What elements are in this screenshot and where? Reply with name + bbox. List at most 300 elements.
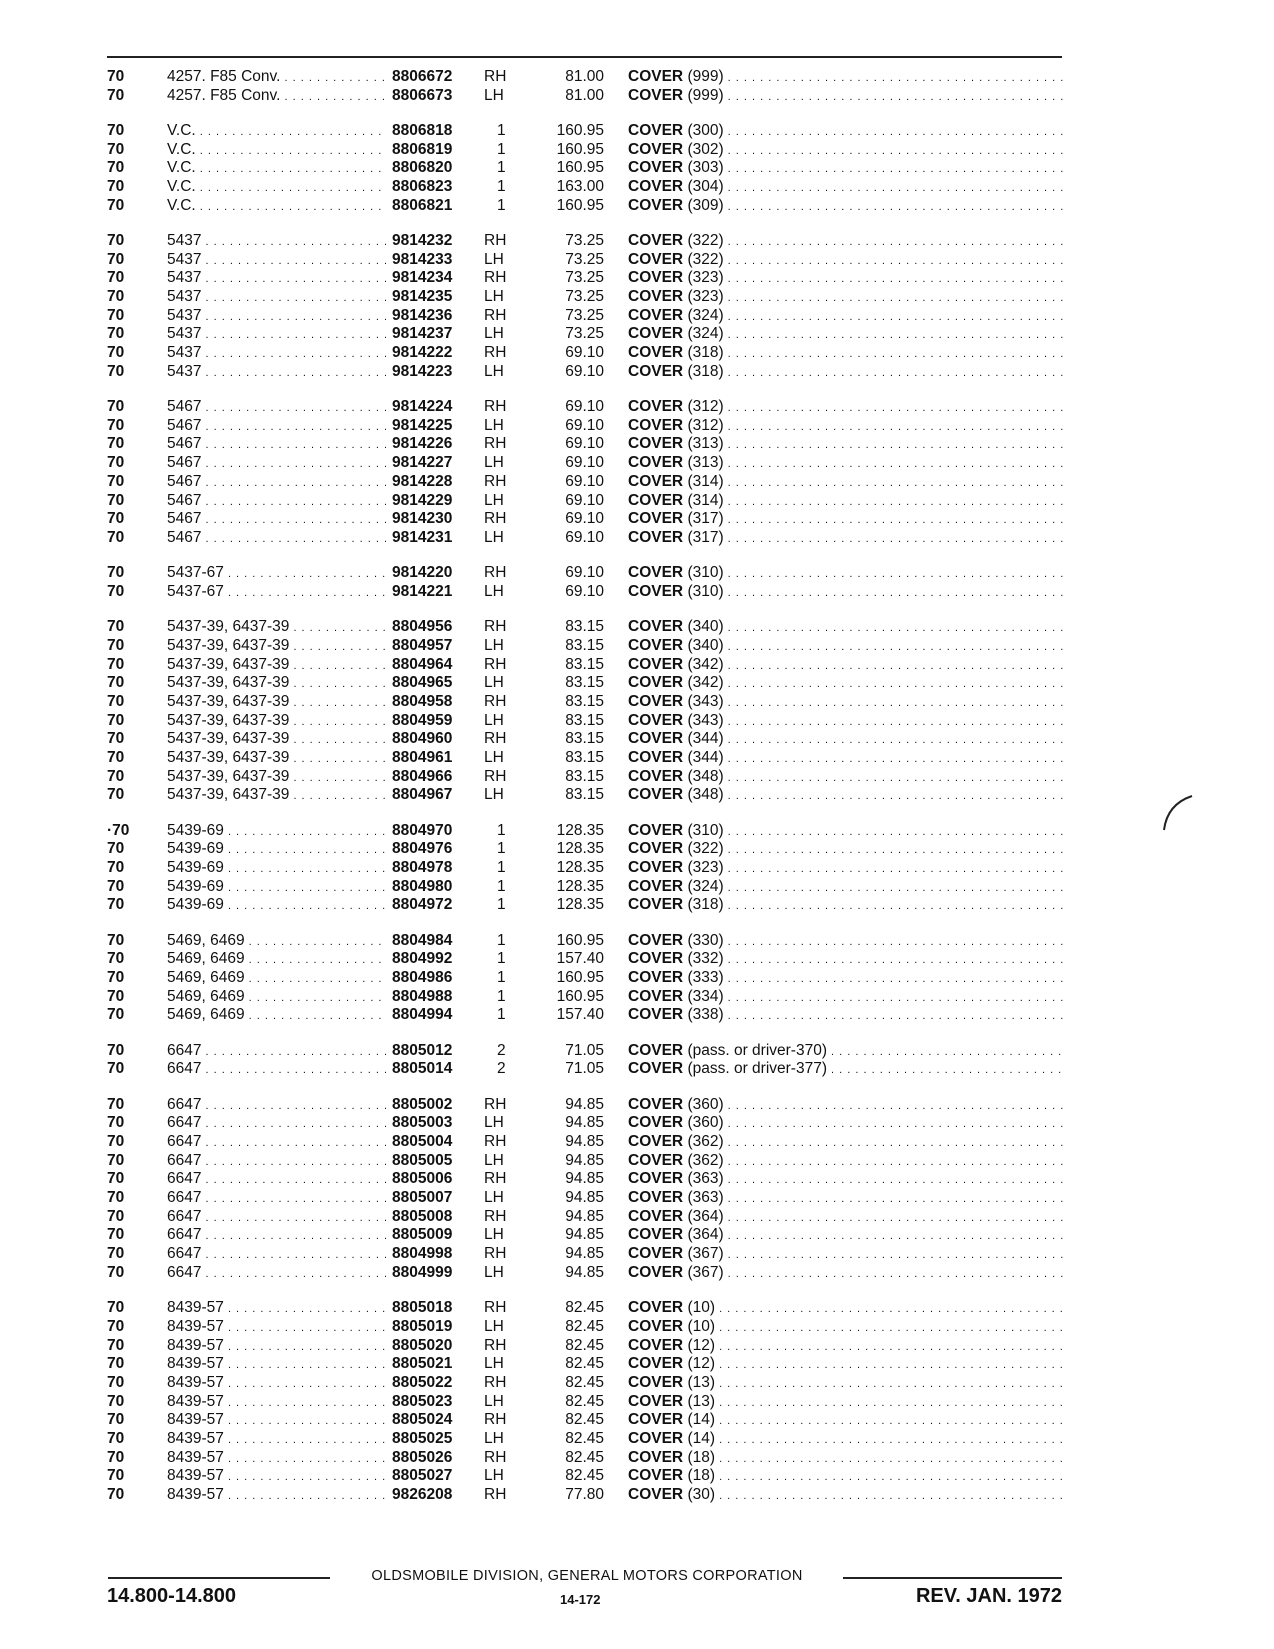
- side-or-quantity: 1: [497, 840, 506, 858]
- side-or-quantity: RH: [484, 1170, 507, 1188]
- part-number: 8804999: [392, 1263, 453, 1281]
- description-label: COVER: [628, 1411, 684, 1429]
- part-number: 9814231: [392, 528, 453, 546]
- description: [628, 1096, 1063, 1116]
- part-number: 9814225: [392, 416, 453, 434]
- description-label: COVER: [628, 1207, 684, 1225]
- model-year: 70: [107, 786, 125, 804]
- body-style: 8439-57 . . .: [167, 1337, 386, 1357]
- side-or-quantity: LH: [484, 1355, 504, 1373]
- description-detail: (318): [687, 896, 724, 914]
- description: [628, 932, 1063, 952]
- description: [628, 307, 1063, 327]
- model-year: 70: [107, 987, 125, 1005]
- description: [628, 1264, 1063, 1284]
- part-number: 9826208: [392, 1486, 453, 1503]
- side-or-quantity: LH: [484, 636, 504, 654]
- model-year: 70: [107, 269, 125, 287]
- description-detail: (314): [687, 472, 724, 490]
- description: [628, 68, 1063, 88]
- description: [628, 859, 1063, 879]
- description-detail: (340): [687, 636, 724, 654]
- description-label: COVER: [628, 1041, 684, 1059]
- price: 69.10: [565, 510, 604, 528]
- body-style: 5437 . . .: [167, 288, 386, 308]
- body-style: 5437 . . .: [167, 269, 386, 289]
- description-label: COVER: [628, 1133, 684, 1151]
- part-number: 9814221: [392, 582, 453, 600]
- price: 69.10: [565, 362, 604, 380]
- group-spacer: [0, 548, 1274, 565]
- list-item: [0, 712, 1274, 731]
- list-item: [0, 656, 1274, 675]
- part-number: 8805021: [392, 1355, 453, 1373]
- description: [628, 159, 1063, 179]
- side-or-quantity: LH: [484, 491, 504, 509]
- top-rule: [107, 56, 1062, 58]
- part-number: 8805019: [392, 1317, 453, 1335]
- part-number: 8804967: [392, 786, 453, 804]
- description-detail: (342): [687, 655, 724, 673]
- description: [628, 1299, 1063, 1319]
- body-style: 5437 . . .: [167, 232, 386, 252]
- price: 163.00: [556, 178, 604, 196]
- body-style: 5467 . . .: [167, 473, 386, 493]
- side-or-quantity: LH: [484, 1467, 504, 1485]
- description-detail: (362): [687, 1133, 724, 1151]
- price: 71.05: [565, 1060, 604, 1078]
- part-number: 8804960: [392, 730, 453, 748]
- part-number: 8805014: [392, 1060, 453, 1078]
- list-item: [0, 363, 1274, 382]
- body-style: 8439-57 . . .: [167, 1393, 386, 1413]
- list-item: [0, 251, 1274, 270]
- description-detail: (324): [687, 877, 724, 895]
- part-number: 9814227: [392, 454, 453, 472]
- group-spacer: [0, 602, 1274, 619]
- price: 83.15: [565, 674, 604, 692]
- price: 128.35: [556, 877, 604, 895]
- side-or-quantity: LH: [484, 1317, 504, 1335]
- body-style: 5437 . . .: [167, 363, 386, 383]
- side-or-quantity: RH: [484, 1448, 507, 1466]
- side-or-quantity: LH: [484, 288, 504, 306]
- list-item: [0, 344, 1274, 363]
- description: [628, 417, 1063, 437]
- price: 81.00: [565, 68, 604, 85]
- description: [628, 1189, 1063, 1209]
- description-label: COVER: [628, 1226, 684, 1244]
- description-detail: (334): [687, 987, 724, 1005]
- part-number: 8805027: [392, 1467, 453, 1485]
- list-item: [0, 288, 1274, 307]
- model-year: 70: [107, 1355, 125, 1373]
- footer-page-number: 14-172: [560, 1592, 601, 1607]
- model-year: 70: [107, 1245, 125, 1263]
- model-year: 70: [107, 1336, 125, 1354]
- group-spacer: [0, 1079, 1274, 1096]
- model-year: 70: [107, 969, 125, 987]
- description-detail: (310): [687, 821, 724, 839]
- body-style: 5437-39, 6437-39 . . .: [167, 637, 386, 657]
- body-style: V.C. . . .: [167, 159, 386, 179]
- price: 94.85: [565, 1170, 604, 1188]
- description-label: COVER: [628, 1336, 684, 1354]
- description-label: COVER: [628, 618, 684, 636]
- list-item: [0, 1152, 1274, 1171]
- body-style: 5439-69 . . .: [167, 896, 386, 916]
- part-number: 8805012: [392, 1041, 453, 1059]
- description: [628, 1006, 1063, 1026]
- group-spacer: [0, 915, 1274, 932]
- model-year: 70: [107, 931, 125, 949]
- list-item: [0, 510, 1274, 529]
- price: 94.85: [565, 1151, 604, 1169]
- description: [628, 656, 1063, 676]
- body-style: 5437-39, 6437-39 . . .: [167, 656, 386, 676]
- description-detail: (12): [687, 1355, 716, 1373]
- body-style: 6647 . . .: [167, 1042, 386, 1062]
- description-detail: (322): [687, 232, 724, 249]
- description-detail: (364): [687, 1226, 724, 1244]
- body-style: 4257. F85 Conv. . . .: [167, 68, 386, 88]
- description: [628, 1114, 1063, 1134]
- side-or-quantity: RH: [484, 472, 507, 490]
- body-style: 8439-57 . . .: [167, 1318, 386, 1338]
- description-label: COVER: [628, 510, 684, 528]
- description-detail: (364): [687, 1207, 724, 1225]
- description-label: COVER: [628, 416, 684, 434]
- description: [628, 178, 1063, 198]
- description-detail: (313): [687, 435, 724, 453]
- description-label: COVER: [628, 454, 684, 472]
- side-or-quantity: RH: [484, 564, 507, 582]
- description-label: COVER: [628, 1373, 684, 1391]
- description-detail: (338): [687, 1006, 724, 1024]
- description: [628, 87, 1063, 107]
- list-item: [0, 1430, 1274, 1449]
- description-label: COVER: [628, 1299, 684, 1317]
- list-item: [0, 492, 1274, 511]
- side-or-quantity: RH: [484, 306, 507, 324]
- description-detail: (342): [687, 674, 724, 692]
- side-or-quantity: 1: [497, 859, 506, 876]
- description-label: COVER: [628, 711, 684, 729]
- part-number: 8806818: [392, 121, 453, 139]
- model-year: 70: [107, 692, 125, 710]
- description-label: COVER: [628, 1245, 684, 1263]
- price: 82.45: [565, 1429, 604, 1447]
- list-item: [0, 1133, 1274, 1152]
- description-label: COVER: [628, 655, 684, 673]
- description-detail: (322): [687, 840, 724, 858]
- list-item: [0, 1374, 1274, 1393]
- description: [628, 583, 1063, 603]
- description-detail: (333): [687, 969, 724, 987]
- description-label: COVER: [628, 1263, 684, 1281]
- side-or-quantity: 1: [497, 178, 506, 196]
- model-year: 70: [107, 1151, 125, 1169]
- description-detail: (302): [687, 140, 724, 158]
- description-detail: (317): [687, 528, 724, 546]
- list-item: [0, 1208, 1274, 1227]
- part-number: 8805023: [392, 1392, 453, 1410]
- price: 82.45: [565, 1355, 604, 1373]
- model-year: 70: [107, 655, 125, 673]
- description: [628, 1430, 1063, 1450]
- price: 71.05: [565, 1041, 604, 1059]
- body-style: 5437-39, 6437-39 . . .: [167, 786, 386, 806]
- description-detail: (344): [687, 730, 724, 748]
- body-style: 6647 . . .: [167, 1096, 386, 1116]
- list-item: [0, 1042, 1274, 1061]
- description-label: COVER: [628, 121, 684, 139]
- body-style: 5437 . . .: [167, 344, 386, 364]
- list-item: [0, 1189, 1274, 1208]
- body-style: 5437-39, 6437-39 . . .: [167, 618, 386, 638]
- list-item: [0, 232, 1274, 251]
- list-item: [0, 1245, 1274, 1264]
- model-year: 70: [107, 636, 125, 654]
- side-or-quantity: RH: [484, 510, 507, 528]
- part-number: 9814234: [392, 269, 453, 287]
- list-item: [0, 859, 1274, 878]
- list-item: [0, 87, 1274, 106]
- description-detail: (348): [687, 786, 724, 804]
- model-year: 70: [107, 564, 125, 582]
- part-number: 8805002: [392, 1095, 453, 1113]
- description-detail: (312): [687, 416, 724, 434]
- description-label: COVER: [628, 636, 684, 654]
- list-item: [0, 1318, 1274, 1337]
- price: 83.15: [565, 730, 604, 748]
- body-style: 5437-39, 6437-39 . . .: [167, 730, 386, 750]
- description-detail: (13): [687, 1373, 716, 1391]
- description: [628, 1467, 1063, 1487]
- description: [628, 822, 1063, 842]
- description: [628, 492, 1063, 512]
- parts-list: [0, 68, 1274, 1505]
- description: [628, 473, 1063, 493]
- description-label: COVER: [628, 288, 684, 306]
- body-style: 5437 . . .: [167, 307, 386, 327]
- price: 69.10: [565, 491, 604, 509]
- list-item: [0, 969, 1274, 988]
- side-or-quantity: 1: [497, 969, 506, 987]
- description-label: COVER: [628, 232, 684, 249]
- list-item: [0, 1096, 1274, 1115]
- model-year: 70: [107, 250, 125, 268]
- side-or-quantity: RH: [484, 1095, 507, 1113]
- price: 160.95: [556, 931, 604, 949]
- part-number: 9814226: [392, 435, 453, 453]
- body-style: 4257. F85 Conv. . . .: [167, 87, 386, 107]
- description: [628, 730, 1063, 750]
- description: [628, 1042, 1063, 1062]
- description-detail: (999): [687, 68, 724, 85]
- description-detail: (324): [687, 325, 724, 343]
- model-year: 70: [107, 1095, 125, 1113]
- description-detail: (318): [687, 362, 724, 380]
- price: 157.40: [556, 1006, 604, 1024]
- part-number: 9814223: [392, 362, 453, 380]
- price: 82.45: [565, 1411, 604, 1429]
- model-year: 70: [107, 306, 125, 324]
- part-number: 8805022: [392, 1373, 453, 1391]
- price: 160.95: [556, 969, 604, 987]
- price: 160.95: [556, 987, 604, 1005]
- description-label: COVER: [628, 1392, 684, 1410]
- price: 82.45: [565, 1448, 604, 1466]
- description-label: COVER: [628, 877, 684, 895]
- model-year: 70: [107, 362, 125, 380]
- model-year: 70: [107, 1133, 125, 1151]
- description-detail: (367): [687, 1263, 724, 1281]
- part-number: 8804992: [392, 950, 453, 968]
- footer-division: OLDSMOBILE DIVISION, GENERAL MOTORS CORPORATION: [371, 1568, 803, 1584]
- price: 94.85: [565, 1114, 604, 1132]
- description-detail: (344): [687, 748, 724, 766]
- description-detail: (310): [687, 564, 724, 582]
- side-or-quantity: LH: [484, 250, 504, 268]
- list-item: [0, 197, 1274, 216]
- description: [628, 529, 1063, 549]
- list-item: [0, 1114, 1274, 1133]
- description-detail: (363): [687, 1170, 724, 1188]
- body-style: 6647 . . .: [167, 1245, 386, 1265]
- side-or-quantity: RH: [484, 344, 507, 362]
- list-item: [0, 122, 1274, 141]
- price: 73.25: [565, 250, 604, 268]
- price: 128.35: [556, 821, 604, 839]
- side-or-quantity: RH: [484, 1245, 507, 1263]
- part-number: 9814220: [392, 564, 453, 582]
- list-item: [0, 398, 1274, 417]
- body-style: 8439-57 . . .: [167, 1449, 386, 1469]
- description-label: COVER: [628, 1467, 684, 1485]
- side-or-quantity: 1: [497, 950, 506, 968]
- side-or-quantity: RH: [484, 1486, 507, 1503]
- body-style: 5467 . . .: [167, 454, 386, 474]
- description-label: COVER: [628, 730, 684, 748]
- body-style: 6647 . . .: [167, 1226, 386, 1246]
- description: [628, 749, 1063, 769]
- list-item: [0, 473, 1274, 492]
- price: 94.85: [565, 1263, 604, 1281]
- price: 69.10: [565, 454, 604, 472]
- list-item: [0, 878, 1274, 897]
- model-year: 70: [107, 1429, 125, 1447]
- description-label: COVER: [628, 840, 684, 858]
- model-year: 70: [107, 178, 125, 196]
- body-style: 5467 . . .: [167, 435, 386, 455]
- price: 160.95: [556, 140, 604, 158]
- description-label: COVER: [628, 159, 684, 177]
- part-number: 8806673: [392, 86, 453, 104]
- side-or-quantity: 1: [497, 159, 506, 177]
- description-detail: (18): [687, 1448, 716, 1466]
- description-label: COVER: [628, 1429, 684, 1447]
- model-year: ·70: [107, 821, 130, 839]
- body-style: 6647 . . .: [167, 1060, 386, 1080]
- side-or-quantity: RH: [484, 398, 507, 416]
- description-label: COVER: [628, 1060, 684, 1078]
- description: [628, 1133, 1063, 1153]
- description: [628, 1226, 1063, 1246]
- description-label: COVER: [628, 1114, 684, 1132]
- model-year: 70: [107, 896, 125, 914]
- description: [628, 988, 1063, 1008]
- price: 157.40: [556, 950, 604, 968]
- body-style: V.C. . . .: [167, 178, 386, 198]
- body-style: V.C. . . .: [167, 197, 386, 217]
- description-label: COVER: [628, 1486, 684, 1503]
- model-year: 70: [107, 528, 125, 546]
- part-number: 9814224: [392, 398, 453, 416]
- model-year: 70: [107, 140, 125, 158]
- part-number: 8804966: [392, 767, 453, 785]
- description: [628, 969, 1063, 989]
- footer-section-number: 14.800-14.800: [107, 1585, 237, 1607]
- part-number: 8804980: [392, 877, 453, 895]
- list-item: [0, 637, 1274, 656]
- price: 160.95: [556, 196, 604, 214]
- description-detail: (362): [687, 1151, 724, 1169]
- description-detail: (10): [687, 1299, 716, 1317]
- part-number: 8805025: [392, 1429, 453, 1447]
- model-year: 70: [107, 1317, 125, 1335]
- body-style: 6647 . . .: [167, 1152, 386, 1172]
- side-or-quantity: LH: [484, 1114, 504, 1132]
- group-spacer: [0, 105, 1274, 122]
- pen-mark: [1160, 792, 1196, 832]
- body-style: 6647 . . .: [167, 1114, 386, 1134]
- price: 69.10: [565, 416, 604, 434]
- price: 128.35: [556, 859, 604, 876]
- part-number: 8804998: [392, 1245, 453, 1263]
- part-number: 8805007: [392, 1189, 453, 1207]
- list-item: [0, 1467, 1274, 1486]
- description-detail: (pass. or driver-377): [687, 1060, 827, 1078]
- list-item: [0, 417, 1274, 436]
- model-year: 70: [107, 435, 125, 453]
- part-number: 8804957: [392, 636, 453, 654]
- description-detail: (300): [687, 121, 724, 139]
- body-style: 6647 . . .: [167, 1208, 386, 1228]
- description-detail: (343): [687, 692, 724, 710]
- description: [628, 637, 1063, 657]
- model-year: 70: [107, 1263, 125, 1281]
- part-number: 9814232: [392, 232, 453, 249]
- footer-rule-left: [108, 1577, 330, 1579]
- body-style: 5469, 6469 . . .: [167, 988, 386, 1008]
- price: 77.80: [565, 1486, 604, 1503]
- side-or-quantity: 2: [497, 1060, 506, 1078]
- description-label: COVER: [628, 362, 684, 380]
- model-year: 70: [107, 1299, 125, 1317]
- description-label: COVER: [628, 786, 684, 804]
- body-style: 5469, 6469 . . .: [167, 969, 386, 989]
- body-style: 5437-39, 6437-39 . . .: [167, 674, 386, 694]
- part-number: 8804959: [392, 711, 453, 729]
- description: [628, 693, 1063, 713]
- model-year: 70: [107, 454, 125, 472]
- price: 83.15: [565, 786, 604, 804]
- body-style: 5467 . . .: [167, 529, 386, 549]
- description: [628, 1060, 1063, 1080]
- model-year: 70: [107, 1207, 125, 1225]
- description: [628, 454, 1063, 474]
